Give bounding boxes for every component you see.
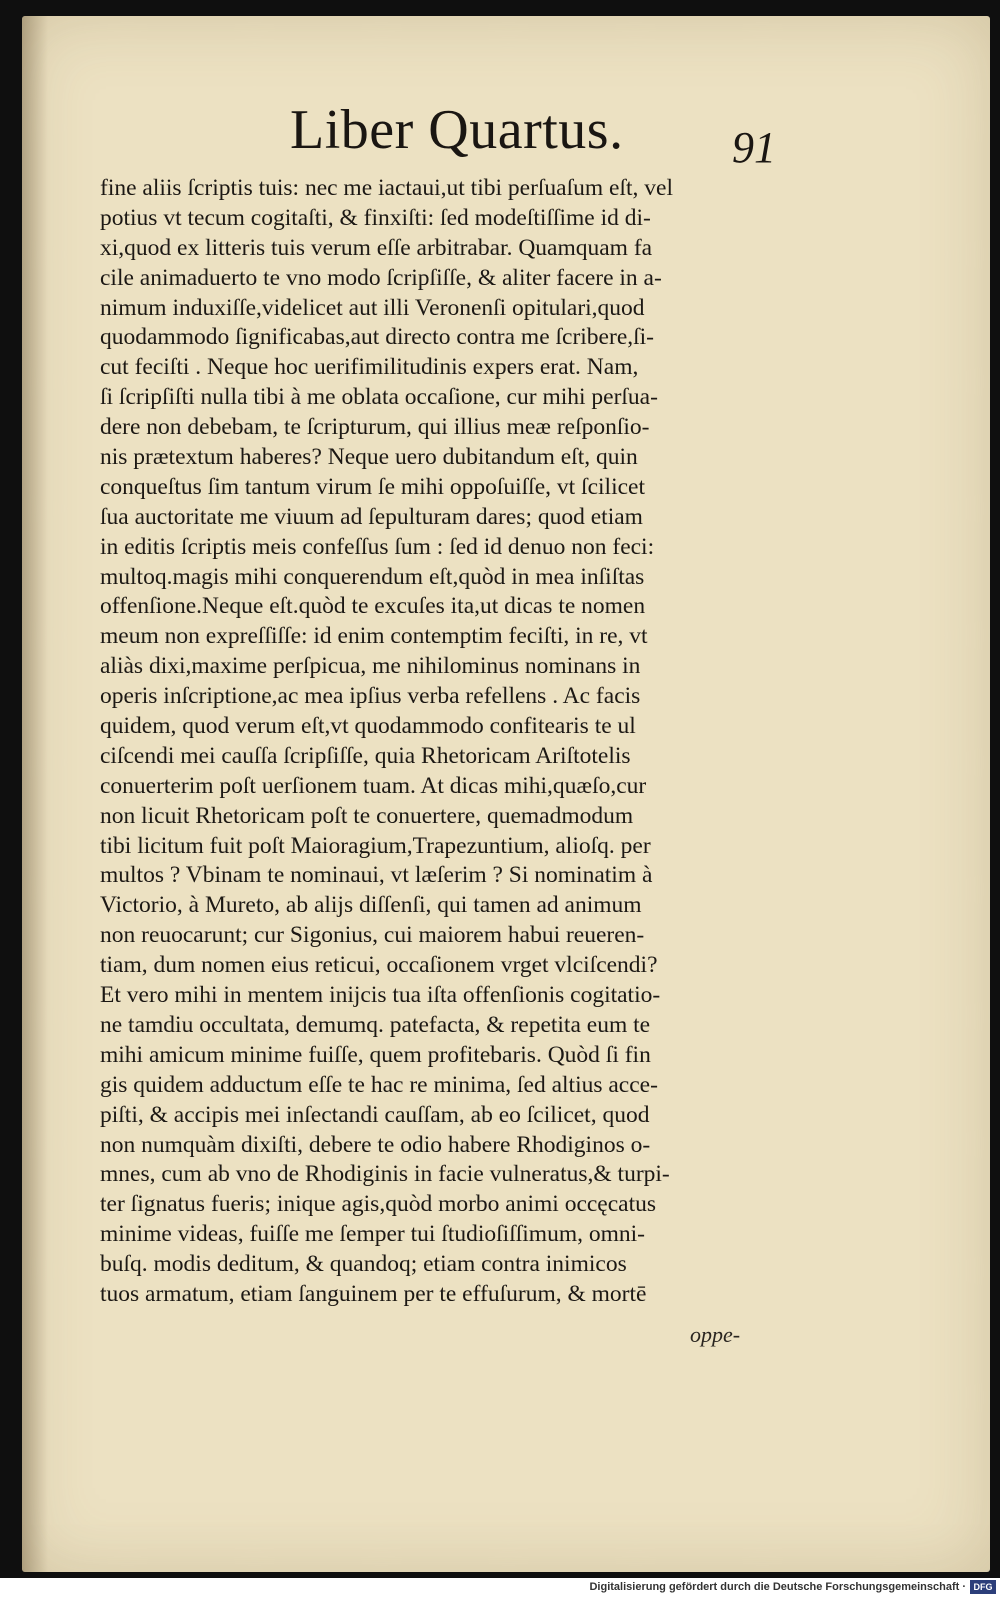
text-line: nimum induxiſſe,videlicet aut illi Veronenſi opitulari,quod bbox=[100, 294, 645, 321]
text-line: xi,quod ex litteris tuis verum eſſe arbitrabar. Quamquam fa bbox=[100, 234, 653, 261]
text-line: tibi licitum fuit poſt Maioragium,Trapezuntium, alioſq. per bbox=[100, 832, 651, 859]
text-line: ciſcendi mei cauſſa ſcripſiſſe, quia Rhetoricam Ariſtotelis bbox=[100, 742, 631, 769]
text-line: quodammodo ſignificabas,aut directo contra me ſcribere,ſi- bbox=[100, 324, 655, 351]
text-line: ſi ſcripſiſti nulla tibi à me oblata occaſione, cur mihi perſua- bbox=[100, 384, 658, 411]
text-line: aliàs dixi,maxime perſpicua, me nihilominus nominans in bbox=[100, 653, 641, 680]
running-head: Liber Quartus. bbox=[290, 99, 624, 161]
text-line: nis prætextum haberes? Neque uero dubitandum eſt, quin bbox=[100, 444, 638, 471]
text-line: multos ? Vbinam te nominaui, vt læſerim ? Si nominatim à bbox=[100, 862, 653, 889]
text-line: tiam, dum nomen eius reticui, occaſionem vrget vlciſcendi? bbox=[100, 952, 658, 979]
text-line: non licuit Rhetoricam poſt te conuertere, quemadmodum bbox=[100, 802, 634, 829]
body-text bbox=[100, 174, 820, 1310]
footer-bar bbox=[0, 1578, 1000, 1597]
text-line: multoq.magis mihi conquerendum eſt,quòd in mea inſiſtas bbox=[100, 563, 645, 590]
text-line: minime videas, fuiſſe me ſemper tui ſtudioſiſſimum, omni- bbox=[100, 1221, 645, 1248]
text-line: quidem, quod verum eſt,vt quodammodo confitearis te ul bbox=[100, 713, 636, 740]
page-gutter-shadow bbox=[22, 16, 48, 1572]
text-line: in editis ſcriptis meis confeſſus ſum : ſed id denuo non feci: bbox=[100, 533, 655, 560]
text-line: conuerterim poſt uerſionem tuam. At dicas mihi,quæſo,cur bbox=[100, 772, 647, 799]
text-line: tuos armatum, etiam ſanguinem per te effuſurum, & mortē bbox=[100, 1280, 647, 1307]
text-line: mnes, cum ab vno de Rhodiginis in facie vulneratus,& turpi- bbox=[100, 1161, 670, 1188]
text-line: conqueſtus ſim tantum virum ſe mihi oppoſuiſſe, vt ſcilicet bbox=[100, 473, 645, 500]
text-line: ter ſignatus fueris; inique agis,quòd morbo animi occęcatus bbox=[100, 1191, 657, 1218]
text-line: non numquàm dixiſti, debere te odio habere Rhodiginos o- bbox=[100, 1131, 651, 1158]
text-line: dere non debebam, te ſcripturum, qui illius meæ reſponſio- bbox=[100, 414, 650, 441]
text-line: gis quidem adductum eſſe te hac re minima, ſed altius acce- bbox=[100, 1071, 658, 1098]
folio-number: 91 bbox=[732, 123, 776, 172]
text-line: cile animaduerto te vno modo ſcripſiſſe, & aliter facere in a- bbox=[100, 264, 662, 291]
text-line: non reuocarunt; cur Sigonius, cui maiorem habui reueren- bbox=[100, 922, 645, 949]
text-line: ne tamdiu occultata, demumq. patefacta, & repetita eum te bbox=[100, 1011, 651, 1038]
text-line: meum non expreſſiſſe: id enim contemptim feciſti, in re, vt bbox=[100, 623, 648, 650]
dfg-logo: DFG bbox=[970, 1580, 996, 1594]
text-line: offenſione.Neque eſt.quòd te excuſes ita,ut dicas te nomen bbox=[100, 593, 646, 620]
text-line: fine aliis ſcriptis tuis: nec me iactaui,ut tibi perſuaſum eſt, vel bbox=[100, 175, 673, 201]
text-line: operis inſcriptione,ac mea ipſius verba refellens . Ac facis bbox=[100, 683, 641, 710]
text-line: Victorio, à Mureto, ab alijs diſſenſi, qui tamen ad animum bbox=[100, 892, 642, 919]
catchword: oppe- bbox=[690, 1322, 741, 1347]
text-line: piſti, & accipis mei inſectandi cauſſam, ab eo ſcilicet, quod bbox=[100, 1101, 650, 1128]
text-line: potius vt tecum cogitaſti, & finxiſti: ſed modeſtiſſime id di- bbox=[100, 204, 651, 231]
text-line: Et vero mihi in mentem inijcis tua iſta offenſionis cogitatio- bbox=[100, 982, 661, 1009]
text-line: cut feciſti . Neque hoc uerifimilitudinis expers erat. Nam, bbox=[100, 354, 639, 381]
book-page bbox=[22, 16, 990, 1572]
digitization-credit: Digitalisierung gefördert durch die Deutsche Forschungsgemeinschaft · bbox=[589, 1581, 966, 1593]
text-line: buſq. modis deditum, & quandoq; etiam contra inimicos bbox=[100, 1251, 627, 1278]
text-line: ſua auctoritate me viuum ad ſepulturam dares; quod etiam bbox=[100, 503, 643, 530]
text-line: mihi amicum minime fuiſſe, quem profitebaris. Quòd ſi fin bbox=[100, 1041, 651, 1068]
